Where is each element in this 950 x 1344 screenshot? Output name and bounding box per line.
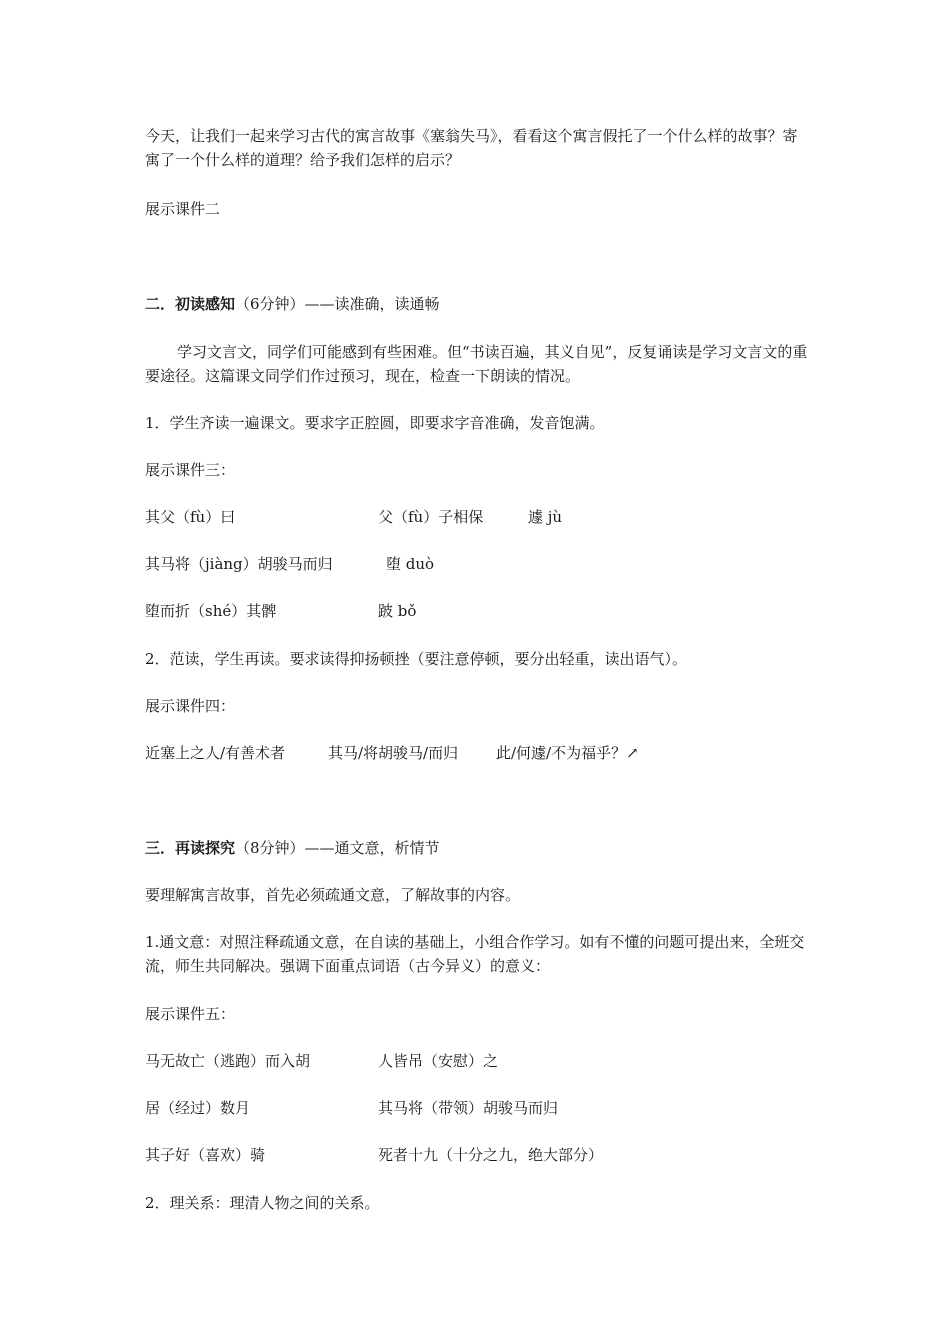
word-item: 居（经过）数月: [145, 1099, 251, 1117]
courseware-2-label: 展示课件二: [145, 200, 221, 218]
pinyin-item: 堕而折（shé）其髀: [145, 602, 277, 620]
section-2-heading-detail: （6分钟）——读准确，读通畅: [235, 295, 440, 313]
pause-item: 近塞上之人/有善术者: [145, 744, 286, 762]
courseware-4-label: 展示课件四：: [145, 697, 236, 715]
section-2-step-1: 1．学生齐读一遍课文。要求字正腔圆，即要求字音准确，发音饱满。: [145, 414, 605, 432]
pinyin-item: 父（fù）子相保: [378, 508, 484, 526]
section-3-heading-detail: （8分钟）——通文意，析情节: [235, 839, 440, 857]
section-3-intro: 要理解寓言故事，首先必须疏通文意，了解故事的内容。: [145, 886, 521, 904]
section-2-step-2: 2．范读，学生再读。要求读得抑扬顿挫（要注意停顿，要分出轻重，读出语气）。: [145, 650, 688, 668]
section-3-heading-title: 三．再读探究: [145, 839, 236, 857]
pinyin-item: 堕 duò: [386, 555, 435, 573]
word-item: 其马将（带领）胡骏马而归: [378, 1099, 559, 1117]
pause-item: 其马/将胡骏马/而归: [328, 744, 459, 762]
pinyin-item: 跛 bǒ: [378, 602, 417, 620]
pinyin-item: 其父（fù）曰: [145, 508, 236, 526]
pinyin-item: 遽 jù: [528, 508, 563, 526]
intro-paragraph: 今天，让我们一起来学习古代的寓言故事《塞翁失马》，看看这个寓言假托了一个什么样的故事？寄寓了一个什么样的道理？给予我们怎样的启示？: [145, 127, 798, 169]
section-2-heading-title: 二．初读感知: [145, 295, 236, 313]
section-3-step-1: 1.通文意：对照注释疏通文意，在自读的基础上，小组合作学习。如有不懂的问题可提出来，全班交流，师生共同解决。强调下面重点词语（古今异义）的意义：: [145, 933, 805, 975]
section-2-heading: [145, 293, 440, 315]
word-item: 其子好（喜欢）骑: [145, 1146, 266, 1164]
courseware-3-label: 展示课件三：: [145, 461, 236, 479]
section-3-heading: [145, 837, 440, 859]
word-item: 马无故亡（逃跑）而入胡: [145, 1052, 311, 1070]
courseware-5-label: 展示课件五：: [145, 1005, 236, 1023]
section-2-paragraph: 学习文言文，同学们可能感到有些困难。但“书读百遍，其义自见”，反复诵读是学习文言文的重要途径。这篇课文同学们作过预习，现在，检查一下朗读的情况。: [145, 343, 808, 385]
section-3-step-2: 2．理关系：理清人物之间的关系。: [145, 1194, 380, 1212]
word-item: 死者十九（十分之九，绝大部分）: [378, 1146, 604, 1164]
pinyin-item: 其马将（jiàng）胡骏马而归: [145, 555, 333, 573]
pause-item: 此/何遽/不为福乎？↗: [496, 744, 639, 762]
word-item: 人皆吊（安慰）之: [378, 1052, 499, 1070]
